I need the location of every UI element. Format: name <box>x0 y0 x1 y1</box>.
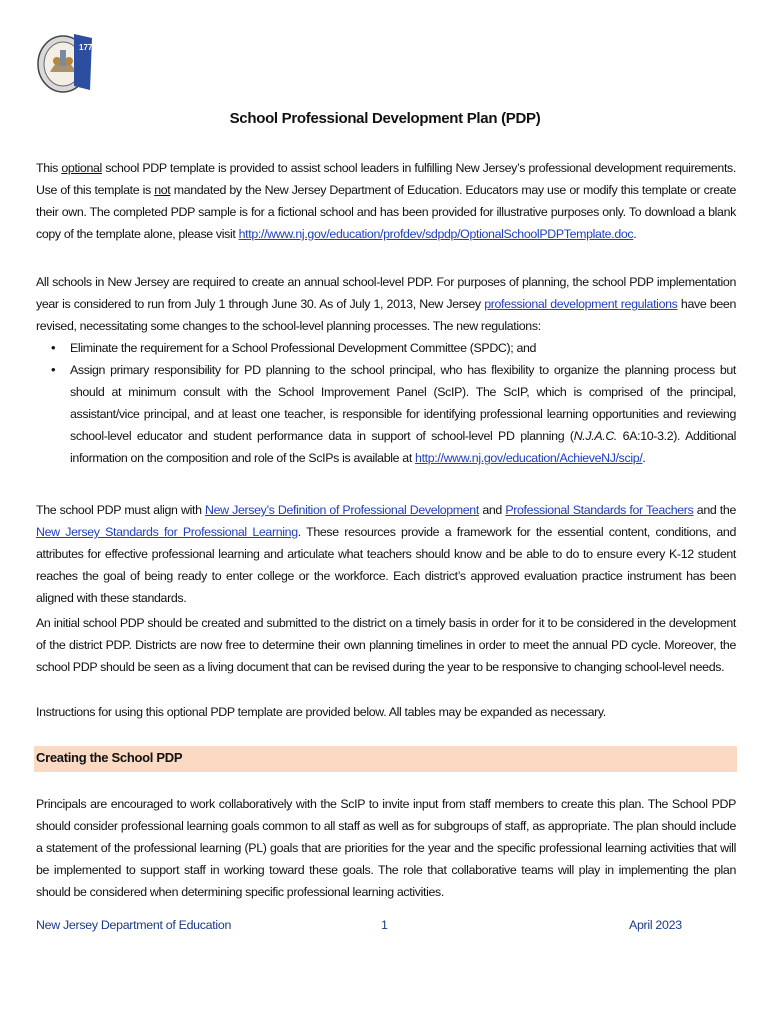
regulations-list <box>36 337 736 469</box>
pd-definition-link[interactable]: New Jersey’s Definition of Professional Development <box>204 503 479 517</box>
bullet-2-text-3: . <box>642 451 646 465</box>
nj-seal-icon <box>36 28 97 96</box>
requirements-text-1: All schools in New Jersey are required to create an annual school-level PDP. For purposes of planning, the school PDP implementation year is considered to run from July 1 through June 30. As of July 1, 2013, New Jersey <box>36 275 736 311</box>
intro-text-1: This <box>36 161 62 175</box>
requirements-text-2: have been revised, necessitating some changes to the school-level planning processes. The new regulations: <box>36 297 736 333</box>
bullet-2-citation: N.J.A.C. <box>573 429 618 443</box>
alignment-text-1: The school PDP must align with <box>36 503 205 517</box>
instructions-text: Instructions for using this optional PDP template are provided below. All tables may be expanded as necessary. <box>36 705 606 719</box>
intro-text-4: . <box>633 227 637 241</box>
bullet-2-text-1: Assign primary responsibility for PD planning to the school principal, who has flexibility to organize the planning process but should at minimum consult with the School Improvement Panel (ScIP). The ScIP, which is comprised of the principal, assistant/vice principal, and at least one teacher, is responsible for identifying professional learning opportunities and reviewing school-level educator and student performance data in support of school-level PD planning ( <box>70 363 736 443</box>
alignment-text-4: . These resources provide a framework for the essential content, conditions, and attributes for effective professional learning and articulate what teachers should know and be able to do to ensure every K-12 student reaches the goal of being ready to enter college or the workforce. Each district’s approved evaluation practice instrument has been aligned with these standards. <box>36 525 737 605</box>
footer-page-number: 1 <box>381 918 388 932</box>
intro-paragraph <box>36 157 736 245</box>
initial-pdp-paragraph <box>36 612 736 678</box>
list-item <box>70 359 736 469</box>
intro-text-3: mandated by the New Jersey Department of Education. Educators may use or modify this template or create their own. The completed PDP sample is for a fictional school and has been provided for illustrative purposes only. To download a blank copy of the template alone, please visit <box>36 183 736 241</box>
bullet-2-text-2: 6A:10-3.2). Additional information on the composition and role of the ScIPs is available at <box>70 429 736 465</box>
bullet-1-text: Eliminate the requirement for a School Professional Development Committee (SPDC); and <box>70 341 537 355</box>
instructions-paragraph <box>36 701 736 723</box>
footer-date: April 2023 <box>629 918 682 932</box>
scip-link[interactable]: http://www.nj.gov/education/AchieveNJ/scip/ <box>415 451 643 465</box>
intro-optional-word: optional <box>61 161 102 175</box>
creating-pdp-paragraph <box>36 793 736 903</box>
list-item <box>70 337 736 359</box>
pd-regulations-link[interactable]: professional development regulations <box>484 297 678 311</box>
teacher-standards-link[interactable]: Professional Standards for Teachers <box>505 503 694 517</box>
pl-standards-link[interactable]: New Jersey Standards for Professional Learning <box>36 525 298 539</box>
alignment-paragraph <box>36 499 736 609</box>
requirements-paragraph <box>36 271 736 469</box>
alignment-text-3: and the <box>693 503 736 517</box>
initial-pdp-text: An initial school PDP should be created and submitted to the district on a timely basis in order for it to be considered in the development of the district PDP. Districts are now free to determine their own planning timelines in order to meet the annual PD cycle. Moreover, the school PDP should be seen as a living document that can be revised during the year to be responsive to changing school-level needs. <box>36 616 736 674</box>
template-download-link[interactable]: http://www.nj.gov/education/profdev/sdpdp/OptionalSchoolPDPTemplate.doc <box>238 227 634 241</box>
intro-not-word: not <box>154 183 171 197</box>
intro-text-2: school PDP template is provided to assist school leaders in fulfilling New Jersey’s professional development requirements. Use of this template is <box>36 161 736 197</box>
creating-pdp-text: Principals are encouraged to work collaboratively with the ScIP to invite input from staff members to create this plan. The School PDP should consider professional learning goals common to all staff as well as for subgroups of staff, as appropriate. The plan should include a statement of the professional learning (PL) goals that are priorities for the year and the specific professional learning activities that will be implemented to support staff in working toward these goals. The role that collaborative teams will play in implementing the plan should be considered when determining specific professional learning activities. <box>36 797 736 899</box>
alignment-text-2: and <box>478 503 506 517</box>
footer-org: New Jersey Department of Education <box>36 918 232 932</box>
seal-year: 1776 <box>79 43 97 52</box>
page-title: School Professional Development Plan (PDP) <box>229 110 541 127</box>
section-heading: Creating the School PDP <box>36 750 183 765</box>
